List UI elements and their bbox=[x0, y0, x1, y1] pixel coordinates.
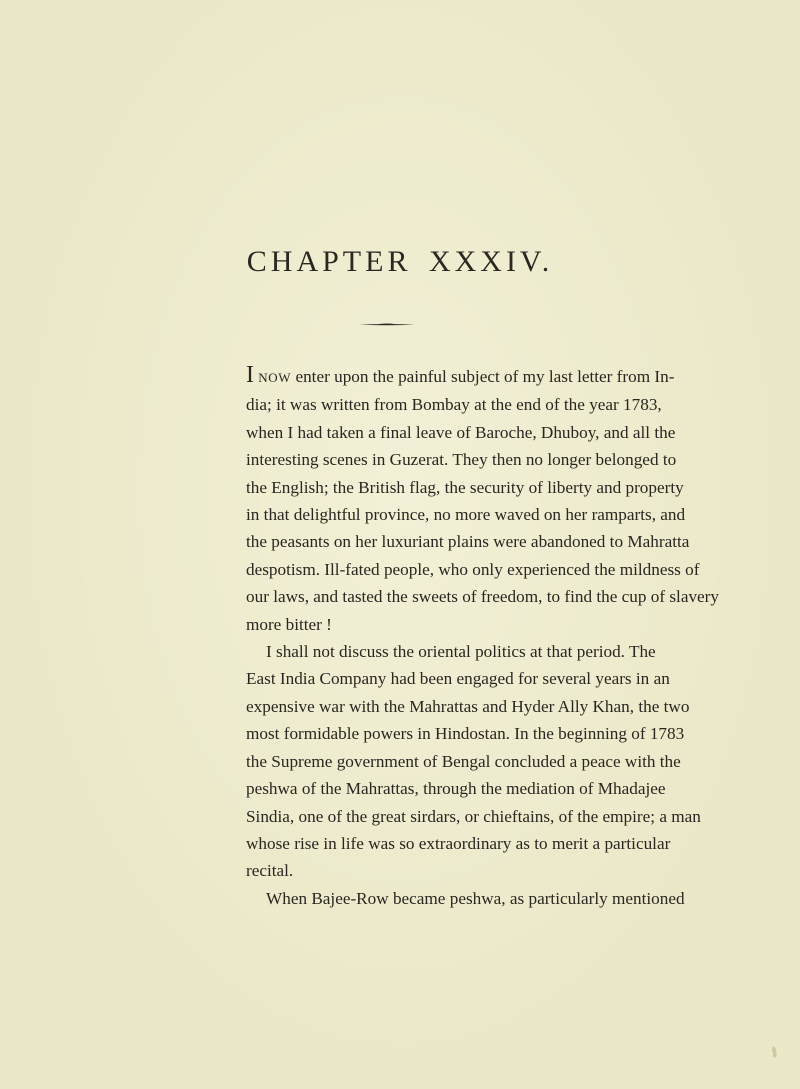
text-fragment: enter upon the painful subject of my last letter from In- bbox=[291, 367, 675, 386]
text-line: When Bajee-Row became peshwa, as particularly mentioned bbox=[266, 888, 685, 908]
paragraph-3 bbox=[246, 885, 685, 912]
text-line: interesting scenes in Guzerat. They then no longer belonged to bbox=[246, 450, 677, 470]
text-line: the English; the British flag, the security of liberty and property bbox=[246, 477, 684, 497]
paper-blemish bbox=[770, 1045, 780, 1059]
paragraph-1 bbox=[246, 362, 719, 638]
text-line: our laws, and tasted the sweets of freedom, to find the cup of slavery bbox=[246, 587, 719, 607]
text-line: expensive war with the Mahrattas and Hyder Ally Khan, the two bbox=[246, 696, 690, 716]
drop-cap: I bbox=[246, 362, 254, 388]
text-line: recital. bbox=[246, 861, 294, 881]
text-line bbox=[246, 362, 675, 391]
chapter-text bbox=[246, 362, 719, 912]
text-line: more bitter ! bbox=[246, 614, 332, 634]
paragraph-2 bbox=[246, 638, 701, 885]
text-line: despotism. Ill-fated people, who only experienced the mildness of bbox=[246, 559, 700, 579]
small-caps-word: NOW bbox=[258, 370, 292, 385]
text-line: dia; it was written from Bombay at the end of the year 1783, bbox=[246, 395, 662, 415]
text-line: the Supreme government of Bengal concluded a peace with the bbox=[246, 751, 681, 771]
text-line: I shall not discuss the oriental politics at that period. The bbox=[266, 642, 656, 662]
ornamental-rule bbox=[359, 323, 415, 326]
text-line: East India Company had been engaged for several years in an bbox=[246, 669, 670, 689]
text-line: most formidable powers in Hindostan. In the beginning of 1783 bbox=[246, 724, 685, 744]
text-line: when I had taken a final leave of Baroche, Dhuboy, and all the bbox=[246, 422, 676, 442]
text-line: the peasants on her luxuriant plains were abandoned to Mahratta bbox=[246, 532, 690, 552]
text-line: peshwa of the Mahrattas, through the mediation of Mhadajee bbox=[246, 779, 666, 799]
text-line: in that delightful province, no more waved on her ramparts, and bbox=[246, 505, 686, 525]
text-line: whose rise in life was so extraordinary as to merit a particular bbox=[246, 833, 671, 853]
text-line: Sindia, one of the great sirdars, or chieftains, of the empire; a man bbox=[246, 806, 701, 826]
chapter-heading: CHAPTER XXXIV. bbox=[246, 245, 554, 278]
